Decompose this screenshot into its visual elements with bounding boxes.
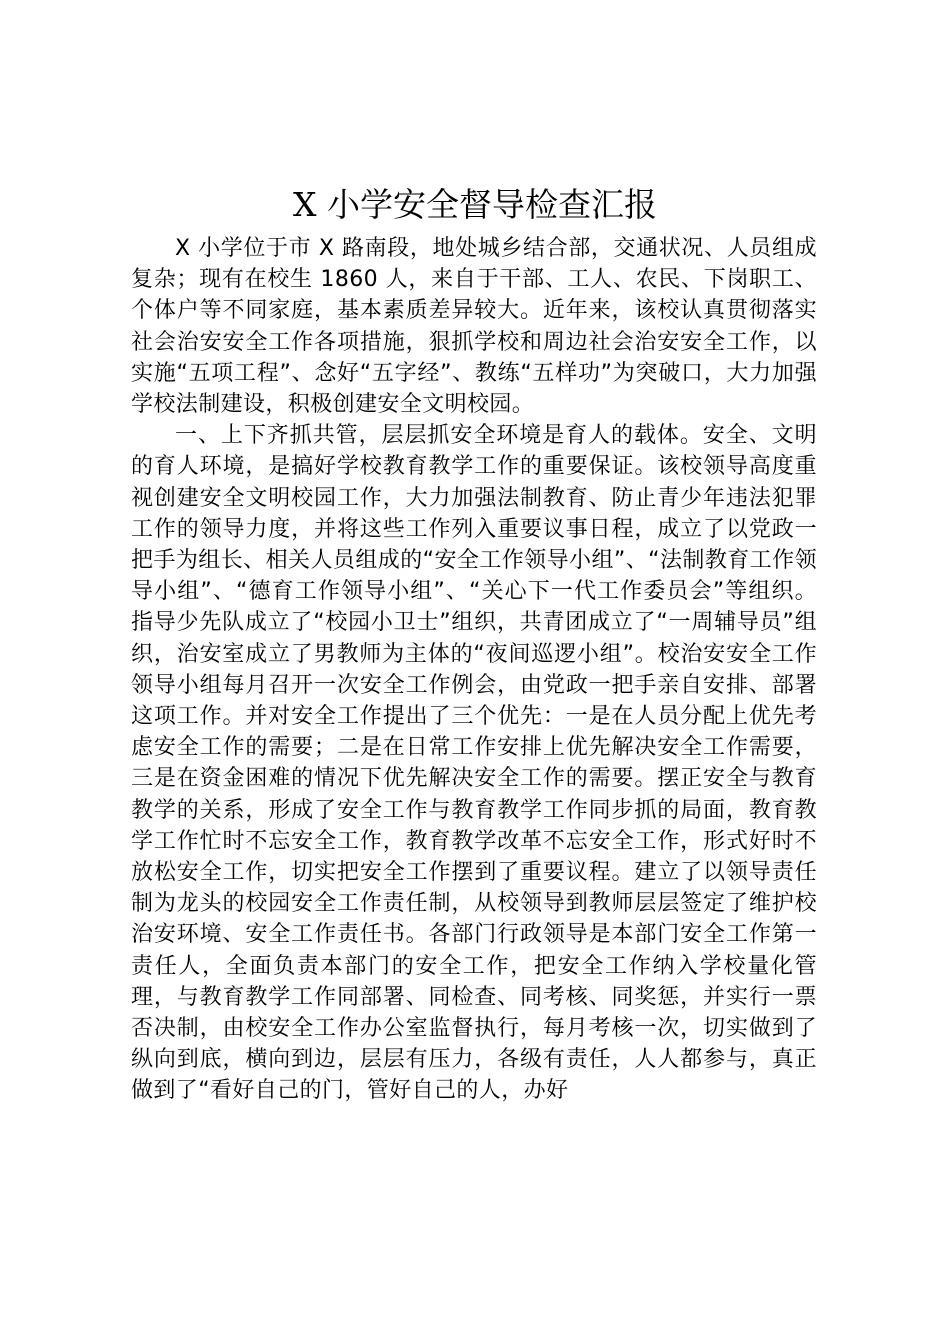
document-title: X 小学安全督导检查汇报 bbox=[293, 185, 657, 224]
paragraph-intro: X 小学位于市 X 路南段，地处城乡结合部，交通状况、人员组成复杂；现有在校生 1860 人，来自于干部、工人、农民、下岗职工、个体户等不同家庭，基本素质差异较大。近年来，该校认真贯彻落实社会治安安全工作各项措施，狠抓学校和周边社会治安安全工作，以实施“五项工程”、念好“五字经”、教练“五样功”为突破口，大力加强学校法制建设，积极创建安全文明校园。 bbox=[131, 236, 817, 418]
paragraph-section-one: 一、上下齐抓共管，层层抓安全环境是育人的载体。安全、文明的育人环境，是搞好学校教育教学工作的重要保证。该校领导高度重视创建安全文明校园工作，大力加强法制教育、防止青少年违法犯罪工作的领导力度，并将这些工作列入重要议事日程，成立了以党政一把手为组长、相关人员组成的“安全工作领导小组”、“法制教育工作领导小组”、“德育工作领导小组”、“关心下一代工作委员会”等组织。指导少先队成立了“校园小卫士”组织，共青团成立了“一周辅导员”组织，治安室成立了男教师为主体的“夜间巡逻小组”。校治安安全工作领导小组每月召开一次安全工作例会，由党政一把手亲自安排、部署这项工作。并对安全工作提出了三个优先：一是在人员分配上优先考虑安全工作的需要；二是在日常工作安排上优先解决安全工作需要，三是在资金困难的情况下优先解决安全工作的需要。摆正安全与教育教学的关系，形成了安全工作与教育教学工作同步抓的局面，教育教学工作忙时不忘安全工作，教育教学改革不忘安全工作，形式好时不放松安全工作，切实把安全工作摆到了重要议程。建立了以领导责任制为龙头的校园安全工作责任制，从校领导到教师层层签定了维护校治安环境、安全工作责任书。各部门行政领导是本部门安全工作第一责任人，全面负责本部门的安全工作，把安全工作纳入学校量化管理，与教育教学工作同部署、同检查、同考核、同奖惩，并实行一票否决制，由校安全工作办公室监督执行，每月考核一次，切实做到了纵向到底，横向到边，层层有压力，各级有责任，人人都参与，真正做到了“看好自己的门，管好自己的人，办好 bbox=[131, 423, 817, 1104]
document-body bbox=[131, 233, 817, 1107]
